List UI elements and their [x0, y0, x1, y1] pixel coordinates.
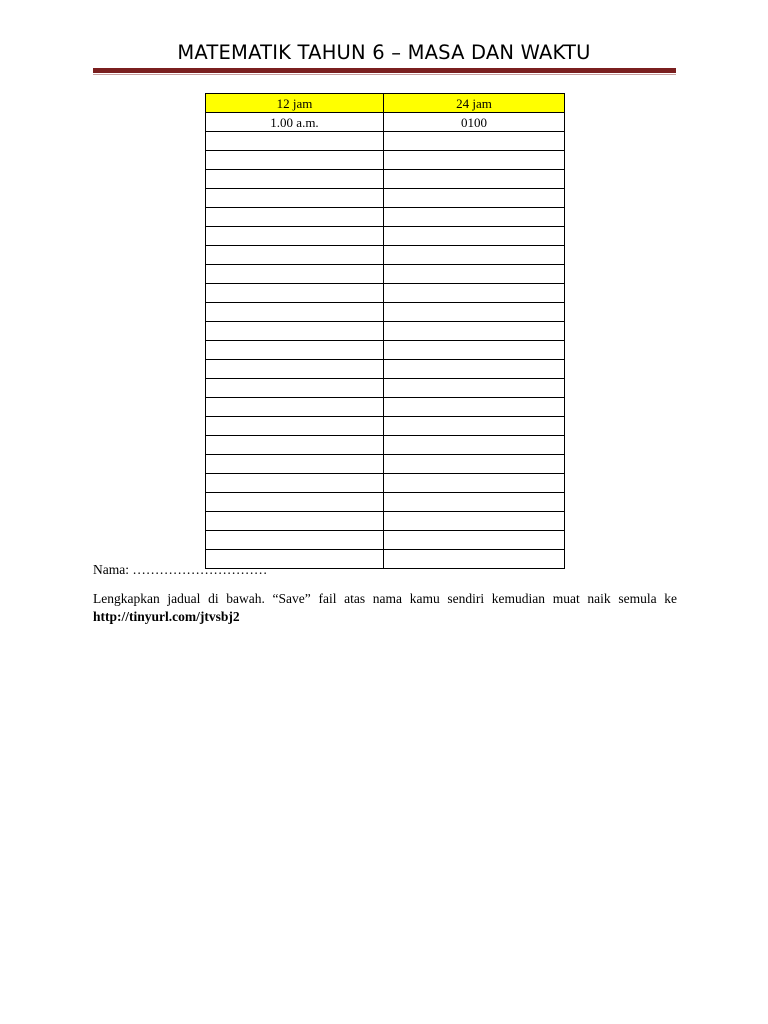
cell-24-jam[interactable] — [384, 455, 565, 474]
cell-12-jam[interactable] — [206, 322, 384, 341]
table-row — [206, 455, 565, 474]
table-row — [206, 436, 565, 455]
cell-24-jam[interactable] — [384, 417, 565, 436]
cell-12-jam[interactable] — [206, 531, 384, 550]
cell-12-jam[interactable] — [206, 303, 384, 322]
header-24-jam: 24 jam — [384, 94, 565, 113]
table-row — [206, 151, 565, 170]
table-row — [206, 189, 565, 208]
cell-24-jam[interactable] — [384, 322, 565, 341]
cell-24-jam[interactable] — [384, 303, 565, 322]
cell-12-jam[interactable] — [206, 398, 384, 417]
cell-12-jam[interactable] — [206, 265, 384, 284]
cell-12-jam[interactable] — [206, 493, 384, 512]
table-row — [206, 322, 565, 341]
cell-24-jam[interactable] — [384, 493, 565, 512]
table-row — [206, 113, 565, 132]
table-row — [206, 227, 565, 246]
table-row — [206, 208, 565, 227]
cell-12-jam[interactable] — [206, 512, 384, 531]
cell-24-jam[interactable] — [384, 170, 565, 189]
cell-12-jam[interactable] — [206, 189, 384, 208]
cell-24-jam[interactable] — [384, 512, 565, 531]
cell-24-jam[interactable] — [384, 341, 565, 360]
cell-12-jam[interactable] — [206, 455, 384, 474]
cell-24-jam[interactable] — [384, 284, 565, 303]
cell-12-jam[interactable] — [206, 379, 384, 398]
cell-24-jam[interactable] — [384, 379, 565, 398]
cell-12-jam[interactable] — [206, 132, 384, 151]
cell-24-jam[interactable] — [384, 436, 565, 455]
cell-12-jam[interactable] — [206, 284, 384, 303]
page-title: MATEMATIK TAHUN 6 – MASA DAN WAKTU — [177, 41, 591, 64]
instruction-paragraph — [93, 590, 677, 626]
upload-link[interactable]: http://tinyurl.com/jtvsbj2 — [93, 609, 240, 624]
title-rule-shadow — [93, 74, 676, 75]
cell-24-jam[interactable] — [384, 550, 565, 569]
table-row — [206, 341, 565, 360]
instruction-text: Lengkapkan jadual di bawah. “Save” fail atas nama kamu sendiri kemudian muat naik semula ke — [93, 591, 677, 606]
cell-24-jam[interactable] — [384, 398, 565, 417]
cell-12-jam[interactable] — [206, 360, 384, 379]
cell-12-jam[interactable] — [206, 170, 384, 189]
cell-24-jam[interactable] — [384, 474, 565, 493]
cell-24-jam[interactable] — [384, 360, 565, 379]
table-row — [206, 303, 565, 322]
table-row — [206, 360, 565, 379]
table-row — [206, 265, 565, 284]
table-row — [206, 132, 565, 151]
table-row — [206, 398, 565, 417]
cell-24-jam[interactable] — [384, 151, 565, 170]
cell-12-jam[interactable] — [206, 227, 384, 246]
cell-24-jam[interactable] — [384, 246, 565, 265]
cell-24-jam[interactable] — [384, 531, 565, 550]
table-row — [206, 170, 565, 189]
cell-24-jam[interactable] — [384, 265, 565, 284]
table-row — [206, 493, 565, 512]
title-rule — [93, 68, 676, 73]
cell-12-jam[interactable] — [206, 417, 384, 436]
cell-12-jam[interactable]: 1.00 a.m. — [206, 113, 384, 132]
table-row — [206, 512, 565, 531]
table-header-row — [206, 94, 565, 113]
header-12-jam: 12 jam — [206, 94, 384, 113]
cell-12-jam[interactable] — [206, 474, 384, 493]
cell-24-jam[interactable] — [384, 208, 565, 227]
cell-12-jam[interactable] — [206, 341, 384, 360]
cell-24-jam[interactable] — [384, 132, 565, 151]
table-row — [206, 379, 565, 398]
table-row — [206, 284, 565, 303]
cell-12-jam[interactable] — [206, 246, 384, 265]
time-conversion-table — [205, 93, 565, 569]
table-row — [206, 417, 565, 436]
cell-12-jam[interactable] — [206, 151, 384, 170]
name-field[interactable] — [93, 561, 267, 579]
cell-24-jam[interactable]: 0100 — [384, 113, 565, 132]
name-label: Nama: — [93, 562, 129, 577]
table-row — [206, 246, 565, 265]
cell-12-jam[interactable] — [206, 436, 384, 455]
cell-12-jam[interactable] — [206, 208, 384, 227]
table-row — [206, 531, 565, 550]
cell-24-jam[interactable] — [384, 227, 565, 246]
name-blank[interactable]: ………………………… — [132, 562, 268, 577]
table-row — [206, 474, 565, 493]
cell-24-jam[interactable] — [384, 189, 565, 208]
